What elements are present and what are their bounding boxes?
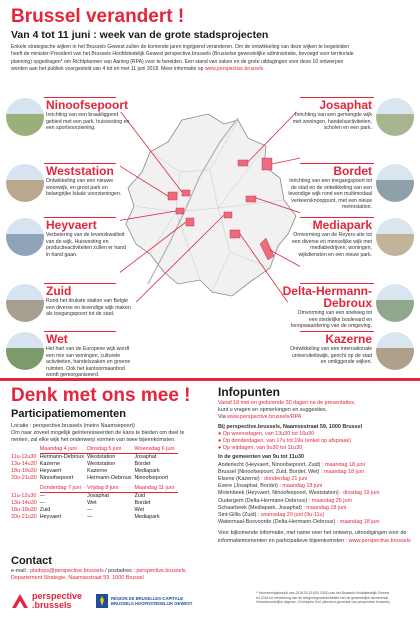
project-photo [376, 332, 414, 370]
project-photo [6, 164, 44, 202]
time-slot: 13u-14u30 [11, 500, 37, 506]
footnote-line: tot 2018 tot verbetering van de wetgevingsadministratie van de gewestelijke uitvoerende [256, 595, 389, 600]
session-project: Weststation [87, 454, 116, 460]
office-hours-item [218, 431, 416, 438]
zone-kazerne [230, 230, 240, 238]
day-header: Vrijdag 8 juni [87, 485, 134, 493]
zone-wet [224, 212, 232, 218]
commune-item [218, 519, 416, 526]
region-outline [126, 114, 296, 296]
description-line: Het hart van de Europese wijk wordt [46, 346, 130, 352]
commune-date: maandag 25 juni [311, 497, 352, 504]
infopunten-footer [218, 530, 416, 544]
description-line: mediabedrijven, woningen, [310, 245, 372, 252]
schedule-row [11, 461, 178, 468]
description-line: metrostation. [342, 204, 372, 211]
description-line: productieactiviteiten zullen er hand [46, 245, 126, 252]
schedule-row [11, 514, 178, 521]
footnote-line: * Verordeningsbesluit van 2018.03.15 (BS 2018) van het Brussels Hoofdstedelijk Gewest [256, 591, 390, 595]
project-title: Kazerne [325, 332, 372, 346]
commune-name: Elsene (Kazerne) : [218, 476, 265, 483]
session-project: Hermann-Debroux [87, 475, 132, 481]
region-name-fr: RÉGION DE BRUXELLES-CAPITALE [111, 595, 184, 601]
communes-title: In de gemeenten van 9u tot 11u30 [218, 454, 304, 461]
day-header: Woensdag 6 juni [134, 446, 177, 454]
commune-date: woensdag 20 juni (9u-11u) [260, 512, 325, 519]
time-slot: 20u-21u30 [11, 475, 37, 481]
session-project: Heyvaert [39, 468, 62, 474]
bullet-icon: ● [218, 445, 223, 452]
commune-date: donderdag 21 juni [264, 476, 308, 483]
session-project: Kazerne [87, 468, 108, 474]
session-project: Josaphat [134, 454, 157, 460]
description-line: met woningen, handelsactiviteiten, [292, 118, 372, 125]
commune-name: Sint-Gillis (Zuid) : [218, 512, 261, 519]
commune-item [218, 498, 416, 505]
commune-date: maandag 18 juni [306, 504, 347, 511]
project-title: Zuid [46, 284, 72, 298]
project-title: Heyvaert [46, 218, 97, 232]
session-project: Ninoofsepoort [134, 475, 169, 481]
office-address: Bij perspective.brussels, Naamsestraat 59, 1000 Brussel [218, 423, 363, 430]
project-description [276, 112, 372, 132]
postal-name: perspective.brussels, [136, 568, 187, 574]
zone-heyvaert [176, 208, 184, 214]
session-project: Hermann-Debroux [39, 454, 85, 460]
time-slot: 20u-21u30 [11, 514, 37, 520]
day-header: Maandag 4 juni [40, 446, 87, 454]
commune-name: Oudergem (Delta-Hermann-Debroux) : [218, 497, 312, 504]
session-project: — [87, 514, 93, 520]
session-project: Wet [87, 500, 97, 506]
participation-title: Denk met ons mee ! [11, 385, 191, 406]
description-line: gebied met een park, huisvesting en [46, 118, 130, 125]
description-line: een mix van woningen, culturele [46, 352, 121, 359]
time-slot: 13u-14u30 [11, 461, 37, 467]
description-line: universiteitswijk, gericht op de stad [291, 352, 372, 359]
commune-name: Evere (Josaphat, Bordet) : [218, 483, 283, 490]
perspective-logo-text2: .brussels [32, 600, 72, 610]
project-description [46, 346, 142, 379]
commune-item [218, 476, 416, 483]
project-description [46, 178, 142, 198]
commune-date: maandag 18 juni [339, 519, 380, 526]
schedule-row [11, 507, 178, 514]
schedule-row [11, 468, 178, 475]
footer-line: Voor bijkomende informatie, met name over het ontwerp, uitnodigingen voor de [218, 530, 407, 537]
description-line: woonwijk, en groot park en [46, 184, 108, 191]
time-slot: 18u-19u30 [11, 468, 37, 474]
project-photo [376, 98, 414, 136]
session-project: Kazerne [39, 461, 60, 467]
commune-item [218, 483, 416, 490]
bullet-icon: ● [218, 438, 223, 445]
office-hours-item [218, 438, 416, 445]
session-project: — [39, 500, 46, 506]
session-project: Zuid [39, 507, 51, 513]
perspective-logo-icon [11, 593, 29, 609]
description-line: heropwaardering van de omgeving. [290, 323, 372, 330]
commune-name: Anderlecht (Heyvaert, Ninoofsepoort, Zuid) : [218, 461, 325, 468]
description-line: een sportvoorziening. [46, 125, 96, 132]
description-line: Ontwikkeling van een nieuwe [46, 178, 114, 184]
time-slot: 11u-12u30 [11, 492, 37, 499]
office-hours-text: Op donderdagen, van 17u tot 19u (enkel op afspraak) [222, 438, 352, 445]
project-photo [376, 284, 414, 322]
commune-item [218, 469, 416, 476]
session-project: Ninoofsepoort [39, 475, 74, 481]
location-line: Om naar zoveel mogelijk geïnteresseerden de kans te bieden om deel te [11, 430, 185, 437]
project-description [276, 178, 372, 211]
commune-item [218, 462, 416, 469]
footer-line: informatiemomenten en participatieve bijeenkomsten : [218, 537, 349, 544]
contact-text [11, 568, 221, 582]
office-hours-text: Op vrijdagen, van 9u30 tot 11u30 [222, 445, 303, 452]
footer-link[interactable]: www.perspective.brussels [348, 537, 411, 544]
zone-bordet [262, 158, 272, 170]
project-title: Ninoofsepoort [46, 98, 128, 112]
project-title: Delta-Hermann- Debroux [282, 284, 372, 310]
session-project: Mediapark [134, 468, 160, 474]
session-project: — [39, 493, 46, 499]
project-title: Bordet [333, 164, 372, 178]
project-title: Mediapark [312, 218, 372, 232]
perspective-logo-text: perspective [32, 591, 83, 601]
page-subtitle: Van 4 tot 11 juni : week van de grote stadsprojecten [11, 29, 269, 41]
session-project: Zuid [134, 493, 145, 499]
time-header-empty [11, 485, 40, 493]
project-photo [6, 218, 44, 256]
location-line: Locatie : perspective.brussels (metro Naamsepoort) [11, 423, 135, 429]
bullet-icon: ● [218, 430, 223, 437]
day-header: Dinsdag 5 juni [87, 446, 134, 454]
time-slot: 11u-12u30 [11, 453, 37, 460]
commune-name: Schaarbeek (Mediapark, Josaphat) : [218, 504, 307, 511]
office-hours-text: Op woensdagen, van 13u30 tot 16u30 [222, 430, 315, 437]
project-title: Wet [46, 332, 68, 346]
intro-line: worden aan het publiek voorgesteld van 4 tot en met 11 juni 2018. Meer informatie op [11, 65, 205, 72]
description-line: belangrijke lokale voorzieningen. [46, 191, 122, 198]
postal-label: / postadres : [103, 568, 137, 574]
project-description [276, 346, 372, 366]
postal-address: Departement Strategie, Naamsestraat 59, 1000 Brussel [11, 575, 144, 582]
day-header: Donderdag 7 juni [40, 485, 87, 493]
description-line: een diverse en menselijke wijk met [291, 238, 372, 245]
commune-item [218, 505, 416, 512]
project-description [276, 310, 372, 330]
session-project: — [87, 507, 93, 513]
session-project: Mediapark [134, 514, 160, 520]
description-line: Verbetering van de levenskwaliteit [46, 232, 125, 238]
schedule-table-wrap [11, 446, 178, 521]
region-logo [96, 594, 192, 608]
description-line: Omvorming van de Reyers-site tot [293, 232, 372, 238]
schedule-row [11, 500, 178, 507]
description-line: verkeersknooppunt, met een nieuw [291, 197, 372, 204]
description-line: activiteiten, handelszaken en groene [46, 359, 131, 366]
time-header-empty [11, 446, 40, 454]
project-title: Josaphat [319, 98, 372, 112]
description-line: Inrichting van een gemengde wijk [295, 112, 372, 118]
schedule-row [11, 475, 178, 482]
project-description [46, 232, 142, 258]
description-line: Rond het drukste station van België [46, 298, 128, 304]
session-project: Bordet [134, 500, 151, 506]
project-photo [376, 164, 414, 202]
description-line: van de wijk. Huisvesting en [46, 238, 109, 245]
perspective-logo [11, 592, 82, 610]
project-photo [6, 98, 44, 136]
commune-item [218, 490, 416, 497]
description-line: een diverse en levendige wijk maken [46, 304, 131, 311]
office-hours-item [218, 445, 416, 452]
brussels-region-map [120, 112, 300, 302]
session-project: Heyvaert [39, 514, 62, 520]
project-description [46, 298, 142, 318]
intro-line: Enkele strategische wijken in het Brussels Gewest zullen de komende jaren ingrijpend veranderen. Om de ontwikkeling van deze wijken te begeleiden [11, 44, 350, 50]
commune-date: maandag 18 juni [282, 483, 323, 490]
intro-link[interactable]: www.perspective.brussels [204, 65, 264, 72]
intro-line: heeft de minister-President van het Brussels Hoofdstedelijk Gewest perspective.brussels (Brusselse gewestelijke administratie, bevoegd voor territoriale [11, 51, 354, 58]
description-line: ruimten. Ook het kantoormaanbod [46, 365, 125, 372]
project-description [276, 232, 372, 258]
project-photo [6, 332, 44, 370]
contact-title: Contact [11, 555, 52, 567]
infopunten-title: Infopunten [218, 385, 280, 399]
infopunten-intro-red: Vanaf 18 mei en gedurende 30 dagen na de presentaties, [218, 400, 356, 406]
day-header: Maandag 11 juni [134, 485, 177, 493]
rpa-link[interactable]: www.perspective.brussels/RPA [227, 414, 302, 421]
description-line: levendige wijk rond een multimodaal [288, 191, 372, 198]
footnote [256, 591, 416, 605]
description-line: de stad en de ontwikkeling van een [290, 184, 372, 191]
commune-item [218, 512, 416, 519]
via-label: Via [218, 414, 228, 421]
description-line: en omliggende wijken. [320, 359, 372, 366]
zone-josaphat [238, 160, 248, 166]
zone-ninoofsepoort [182, 190, 190, 196]
description-line: in hand gaan. [46, 251, 78, 258]
intro-text [11, 44, 411, 73]
commune-date: dinsdag 19 juni [343, 490, 380, 497]
schedule-row [11, 454, 178, 462]
office-hours-list [218, 431, 416, 453]
commune-name: Watermaal-Bosvoorde (Delta-Hermann-Debroux) : [218, 519, 340, 526]
description-line: scholen en een park. [323, 125, 372, 132]
infopunten-intro: kunt u vragen en opmerkingen en suggesties. [218, 407, 328, 414]
intro-line: planning) opgedragen* om Richtplannen van Aanleg (RPA) voor te bereiden. Een stand van zaken en de grote uitdagingen voor deze 10 ontwerpen [11, 58, 344, 65]
description-line: Ontwikkeling van een internationale [290, 346, 372, 352]
zone-weststation [168, 192, 177, 200]
session-project: Bordet [134, 461, 151, 467]
description-line: Inrichting van een braakliggend [46, 112, 119, 118]
schedule-row [11, 493, 178, 501]
commune-date: maandag 18 juni [324, 461, 365, 468]
schedule-table [11, 446, 178, 521]
commune-name: Molenbeek (Heyvaert, Ninoofsepoort, Weststation) : [218, 490, 344, 497]
iris-logo-icon [96, 594, 108, 608]
commune-name: Brussel (Ninoofsepoort, Zuid, Bordet, Wet) : [218, 468, 324, 475]
project-description [46, 112, 142, 132]
zone-zuid [186, 218, 194, 226]
session-project: Wet [134, 507, 144, 513]
infopunten-text [218, 400, 416, 545]
project-photo [6, 284, 44, 322]
project-title: Weststation [46, 164, 114, 178]
commune-date: maandag 18 juni [323, 468, 364, 475]
page-title: Brussel verandert ! [11, 6, 185, 27]
footnote-line: Verantwoordelijke uitgever: Christophe Soil (directeur-generaal van perspective.brussels) [256, 600, 390, 605]
location-line: nemen, zal elke wijk het onderwerp vormen van twee bijeenkomsten. [11, 437, 176, 444]
region-name-nl: BRUSSELS HOOFDSTEDELIJK GEWEST [111, 601, 193, 606]
session-project: Weststation [87, 461, 116, 467]
session-project: Josaphat [87, 493, 110, 499]
zone-mediapark [246, 196, 256, 202]
communes-list [218, 462, 416, 527]
location-text [11, 423, 211, 445]
project-photo [376, 218, 414, 256]
description-line: wijkdiensten en een nieuw park. [298, 251, 372, 258]
description-line: Inrichting van een toegangspoort tot [289, 178, 372, 184]
description-line: wordt gereorganiseerd. [46, 372, 100, 379]
description-line: als toegangspoort tot de stad. [46, 311, 115, 318]
email-label: e-mail : [11, 568, 31, 574]
time-slot: 18u-19u30 [11, 507, 37, 513]
description-line: Omvorming van een snelweg tot [297, 310, 372, 316]
email-link[interactable]: pledops@perspective.brussels [30, 568, 104, 574]
description-line: een stedelijke boulevard en [308, 316, 372, 323]
participation-subtitle: Participatiemomenten [11, 408, 126, 420]
